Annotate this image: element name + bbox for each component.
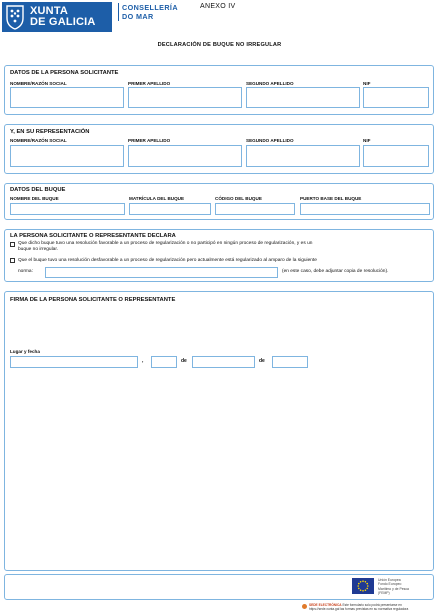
- segundo-apellido-input[interactable]: [246, 87, 360, 108]
- option2-checkbox[interactable]: [10, 258, 15, 263]
- matricula-buque-input[interactable]: [129, 203, 211, 215]
- segundo-apellido-label: SEGUNDO APELLIDO: [246, 81, 294, 86]
- norma-label: norma:: [18, 269, 33, 274]
- rep-nif-label: NIF: [363, 138, 371, 143]
- de-separator-2: de: [259, 358, 265, 364]
- comma-separator: ,: [142, 358, 144, 364]
- rep-primer-apellido-input[interactable]: [128, 145, 242, 167]
- solicitante-title: DATOS DE LA PERSONA SOLICITANTE: [10, 70, 119, 76]
- puerto-base-label: PUERTO BASE DEL BUQUE: [300, 196, 362, 201]
- representacion-section: [4, 124, 434, 174]
- nombre-input[interactable]: [10, 87, 124, 108]
- eu-funding-text: Unión Europea Fondo Europeo Marítimo y de Pesca (FEMP): [378, 578, 409, 596]
- rep-segundo-apellido-label: SEGUNDO APELLIDO: [246, 138, 294, 143]
- sede-electronica-notice: SEDE ELECTRÓNICA Este formulario solo podrá presentarse en https://sede.xunta.gal las formas previstas en su normativa reguladora: [309, 603, 409, 611]
- galicia-emblem-icon: [4, 4, 26, 30]
- conselleria-name: CONSELLERÍA DO MAR: [118, 3, 178, 21]
- norma-input[interactable]: [45, 267, 278, 278]
- buque-title: DATOS DEL BUQUE: [10, 187, 66, 193]
- sede-electronica-icon: [302, 604, 307, 609]
- primer-apellido-label: PRIMER APELLIDO: [128, 81, 171, 86]
- xunta-logo: [2, 2, 112, 32]
- nif-input[interactable]: [363, 87, 429, 108]
- codigo-buque-input[interactable]: [215, 203, 295, 215]
- rep-segundo-apellido-input[interactable]: [246, 145, 360, 167]
- sede-link[interactable]: https://sede.xunta.gal: [309, 607, 340, 611]
- firma-section: [4, 291, 434, 571]
- mes-input[interactable]: [192, 356, 255, 368]
- lugar-input[interactable]: [10, 356, 138, 368]
- solicitante-section: [4, 65, 434, 115]
- declara-title: LA PERSONA SOLICITANTE O REPRESENTANTE DECLARA: [10, 233, 176, 239]
- representacion-title: Y, EN SU REPRESENTACIÓN: [10, 129, 90, 135]
- matricula-buque-label: MATRÍCULA DEL BUQUE: [129, 196, 185, 201]
- dia-input[interactable]: [151, 356, 177, 368]
- document-title: DECLARACIÓN DE BUQUE NO IRREGULAR: [157, 42, 282, 48]
- buque-section: [4, 183, 434, 220]
- rep-nombre-label: NOMBRE/RAZÓN SOCIAL: [10, 138, 67, 143]
- option1-text-line2: buque no irregular.: [18, 247, 59, 252]
- lugar-fecha-label: Lugar y fecha: [10, 349, 40, 354]
- de-separator-1: de: [181, 358, 187, 364]
- firma-title: FIRMA DE LA PERSONA SOLICITANTE O REPRESENTANTE: [10, 297, 176, 303]
- primer-apellido-input[interactable]: [128, 87, 242, 108]
- nombre-label: NOMBRE/RAZÓN SOCIAL: [10, 81, 67, 86]
- declara-section: [4, 229, 434, 282]
- option1-checkbox[interactable]: [10, 242, 15, 247]
- rep-primer-apellido-label: PRIMER APELLIDO: [128, 138, 171, 143]
- logo-text: XUNTA DE GALICIA: [30, 5, 96, 28]
- nombre-buque-input[interactable]: [10, 203, 125, 215]
- option2-text-line1: Que el buque tuvo una resolución desfavorable a un proceso de regularización pero actualmente está regularizado al amparo de la siguiente: [18, 258, 317, 263]
- rep-nombre-input[interactable]: [10, 145, 124, 167]
- ano-input[interactable]: [272, 356, 308, 368]
- nombre-buque-label: NOMBRE DEL BUQUE: [10, 196, 59, 201]
- rep-nif-input[interactable]: [363, 145, 429, 167]
- anexo-label: ANEXO IV: [200, 3, 236, 10]
- option1-text-line1: Que dicho buque tuvo una resolución favorable a un proceso de regularización o no participó en ningún proceso de regularización, y es un: [18, 241, 313, 246]
- norma-note: (en este caso, debe adjuntar copia de resolución).: [282, 269, 389, 274]
- nif-label: NIF: [363, 81, 371, 86]
- puerto-base-input[interactable]: [300, 203, 430, 215]
- codigo-buque-label: CÓDIGO DEL BUQUE: [215, 196, 262, 201]
- eu-flag-icon: [352, 578, 374, 594]
